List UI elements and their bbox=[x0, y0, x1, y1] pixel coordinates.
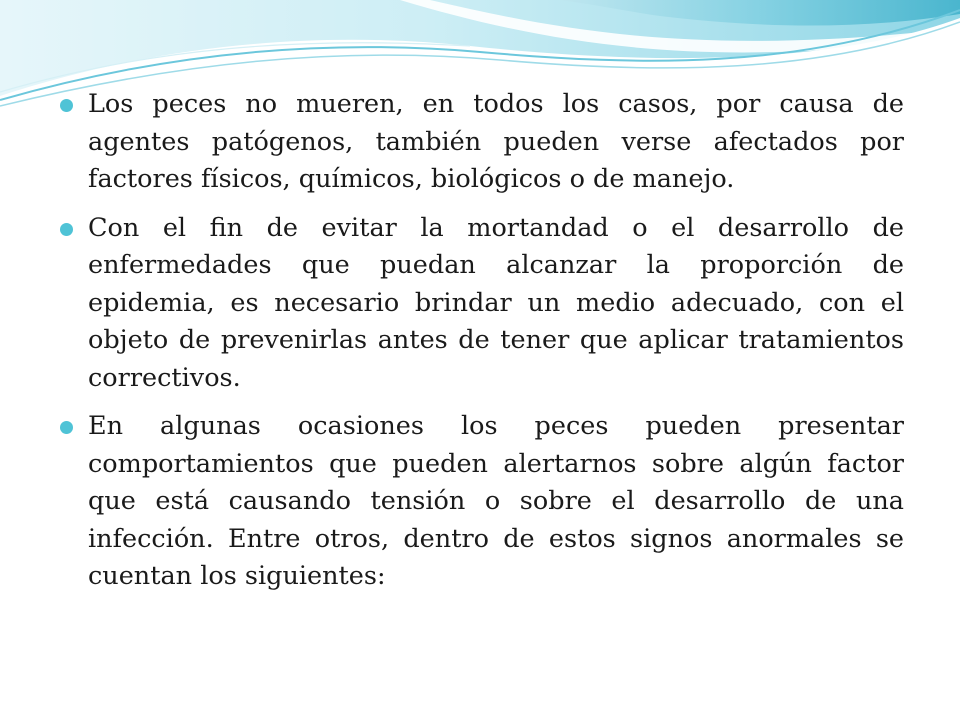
bullet-dot-icon bbox=[60, 99, 73, 112]
bullet-list bbox=[60, 86, 904, 607]
bullet-item bbox=[60, 86, 904, 199]
bullet-text: Los peces no mueren, en todos los casos, por causa de agentes patógenos, también pueden verse afectados por factores físicos, químicos, biológicos o de manejo. bbox=[88, 89, 904, 194]
bullet-dot-icon bbox=[60, 421, 73, 434]
bullet-item bbox=[60, 210, 904, 398]
bullet-text: Con el fin de evitar la mortandad o el desarrollo de enfermedades que puedan alcanzar la proporción de epidemia, es necesario brindar un medio adecuado, con el objeto de prevenirlas antes de tener que aplicar tratamientos correctivos. bbox=[88, 212, 904, 393]
bullet-item bbox=[60, 408, 904, 596]
bullet-text: En algunas ocasiones los peces pueden presentar comportamientos que pueden alertarnos sobre algún factor que está causando tensión o sobre el desarrollo de una infección. Entre otros, dentro de estos signos anormales se cuentan los siguientes: bbox=[88, 411, 904, 591]
bullet-dot-icon bbox=[60, 223, 73, 236]
